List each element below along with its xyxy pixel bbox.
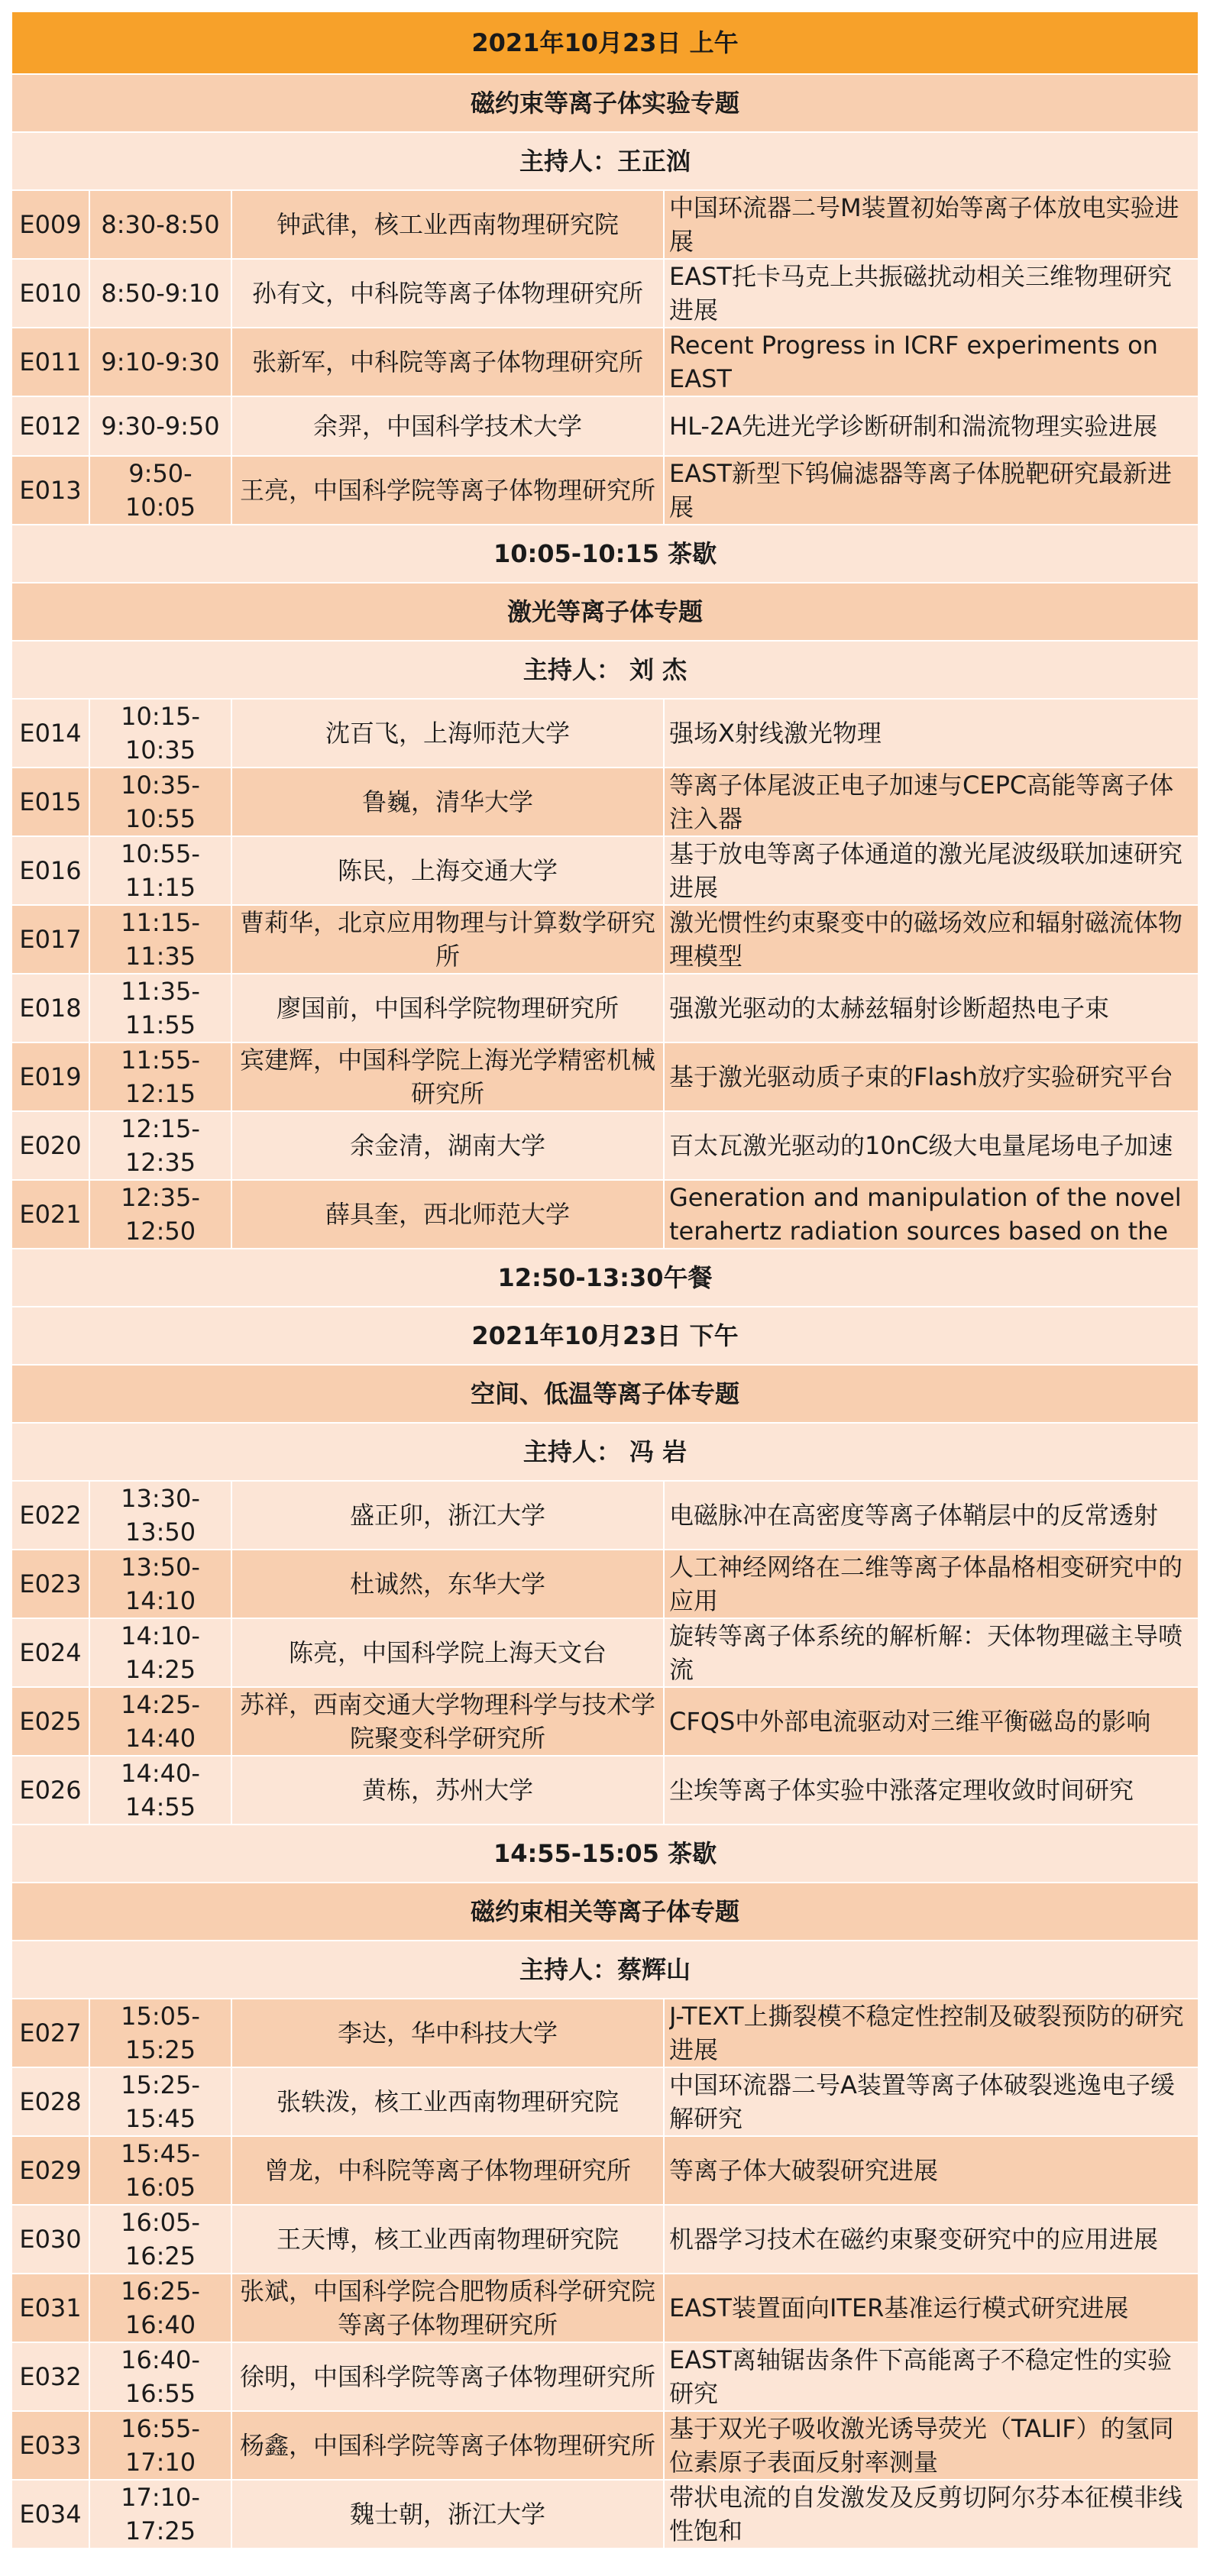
table-row <box>11 2342 1199 2411</box>
talk-time-text: 10:55-11:15 <box>121 839 200 902</box>
talk-title <box>664 768 1199 836</box>
talk-code <box>11 2480 89 2549</box>
table-row <box>11 456 1199 525</box>
day-title: 2021年10月23日 上午 <box>11 11 1199 74</box>
table-row <box>11 1756 1199 1825</box>
talk-time-text: 15:45-16:05 <box>121 2139 200 2202</box>
talk-speaker <box>231 328 664 396</box>
talk-time <box>89 1999 231 2067</box>
talk-code-text: E014 <box>19 719 82 748</box>
talk-code <box>11 768 89 836</box>
talk-time-text: 12:15-12:35 <box>121 1114 200 1177</box>
talk-title <box>664 1042 1199 1111</box>
talk-time-text: 13:50-14:10 <box>121 1553 200 1615</box>
talk-title-text: 基于双光子吸收激光诱导荧光（TALIF）的氢同位素原子表面反射率测量 <box>669 2414 1174 2477</box>
talk-title-text: J-TEXT上撕裂模不稳定性控制及破裂预防的研究进展 <box>669 2002 1184 2064</box>
section-row <box>11 1365 1199 1423</box>
talk-speaker-text: 李达，华中科技大学 <box>337 2018 558 2048</box>
talk-code-text: E028 <box>19 2087 82 2116</box>
day-label: 2021年10月23日 下午 <box>11 1307 1199 1365</box>
host-label: 主持人： 刘 杰 <box>11 641 1199 699</box>
talk-time-text: 14:40-14:55 <box>121 1759 200 1821</box>
talk-title <box>664 190 1199 259</box>
talk-time-text: 12:35-12:50 <box>121 1183 200 1246</box>
talk-title <box>664 2067 1199 2136</box>
talk-code <box>11 2067 89 2136</box>
table-row <box>11 2205 1199 2274</box>
talk-time-text: 16:25-16:40 <box>121 2277 200 2339</box>
talk-time-text: 10:35-10:55 <box>121 771 200 833</box>
section-row <box>11 583 1199 641</box>
talk-title-text: 人工神经网络在二维等离子体晶格相变研究中的应用 <box>669 1553 1183 1615</box>
talk-speaker <box>231 2274 664 2342</box>
talk-code <box>11 836 89 905</box>
talk-time <box>89 2480 231 2549</box>
talk-title <box>664 699 1199 768</box>
talk-title-text: Generation and manipulation of the novel terahertz radiation sources based on the <box>669 1183 1182 1246</box>
talk-time-text: 11:55-12:15 <box>121 1046 200 1108</box>
section-label: 磁约束等离子体实验专题 <box>11 74 1199 132</box>
talk-time <box>89 1042 231 1111</box>
talk-title <box>664 1999 1199 2067</box>
talk-speaker-text: 余羿，中国科学技术大学 <box>312 412 582 441</box>
talk-title-text: Recent Progress in ICRF experiments on EAST <box>669 331 1158 393</box>
talk-time <box>89 836 231 905</box>
talk-title-text: 机器学习技术在磁约束聚变研究中的应用进展 <box>669 2225 1159 2254</box>
table-row <box>11 2274 1199 2342</box>
talk-speaker <box>231 1481 664 1550</box>
talk-speaker <box>231 2411 664 2480</box>
talk-code-text: E020 <box>19 1131 82 1160</box>
table-row <box>11 328 1199 396</box>
talk-speaker-text: 薛具奎，西北师范大学 <box>325 1200 570 1229</box>
talk-speaker-text: 杜诚然，东华大学 <box>349 1569 545 1598</box>
talk-code <box>11 1687 89 1756</box>
talk-title-text: 强激光驱动的太赫兹辐射诊断超热电子束 <box>669 994 1110 1023</box>
break-label: 14:55-15:05 茶歇 <box>11 1825 1199 1883</box>
talk-speaker-text: 孙有文，中科院等离子体物理研究所 <box>251 279 643 308</box>
host-label: 主持人：王正汹 <box>11 132 1199 190</box>
table-row <box>11 2411 1199 2480</box>
talk-code-text: E027 <box>19 2018 82 2048</box>
talk-speaker <box>231 699 664 768</box>
talk-speaker <box>231 2067 664 2136</box>
talk-speaker <box>231 1756 664 1825</box>
talk-code-text: E024 <box>19 1638 82 1667</box>
section-row <box>11 1883 1199 1941</box>
talk-time-text: 11:35-11:55 <box>121 977 200 1039</box>
table-row <box>11 1618 1199 1687</box>
talk-speaker-text: 宾建辉，中国科学院上海光学精密机械研究所 <box>239 1046 655 1108</box>
talk-code-text: E018 <box>19 994 82 1023</box>
talk-code <box>11 2136 89 2205</box>
talk-speaker <box>231 2342 664 2411</box>
section-row <box>11 74 1199 132</box>
talk-time-text: 10:15-10:35 <box>121 702 200 764</box>
table-row <box>11 836 1199 905</box>
talk-speaker-text: 余金清，湖南大学 <box>349 1131 545 1160</box>
talk-speaker-text: 杨鑫，中国科学院等离子体物理研究所 <box>239 2431 655 2460</box>
talk-speaker <box>231 836 664 905</box>
table-row <box>11 1481 1199 1550</box>
day-row <box>11 1307 1199 1365</box>
talk-time-text: 14:25-14:40 <box>121 1690 200 1753</box>
talk-time-text: 17:10-17:25 <box>121 2483 200 2545</box>
talk-time <box>89 699 231 768</box>
talk-speaker <box>231 1180 664 1249</box>
talk-title-text: HL-2A先进光学诊断研制和湍流物理实验进展 <box>669 412 1158 441</box>
talk-time <box>89 396 231 456</box>
talk-time-text: 16:05-16:25 <box>121 2208 200 2271</box>
table-row <box>11 2136 1199 2205</box>
talk-time-text: 14:10-14:25 <box>121 1621 200 1684</box>
talk-speaker-text: 陈亮，中国科学院上海天文台 <box>288 1638 607 1667</box>
talk-title <box>664 2411 1199 2480</box>
break-label: 12:50-13:30午餐 <box>11 1249 1199 1307</box>
break-row <box>11 525 1199 583</box>
talk-code-text: E033 <box>19 2431 82 2460</box>
talk-speaker <box>231 396 664 456</box>
talk-time-text: 15:25-15:45 <box>121 2070 200 2133</box>
talk-title-text: 强场X射线激光物理 <box>669 719 882 748</box>
talk-title-text: 激光惯性约束聚变中的磁场效应和辐射磁流体物理模型 <box>669 908 1183 971</box>
talk-code-text: E034 <box>19 2500 82 2529</box>
talk-code-text: E013 <box>19 476 82 505</box>
talk-title-text: 带状电流的自发激发及反剪切阿尔芬本征模非线性饱和 <box>669 2483 1183 2545</box>
talk-title <box>664 2205 1199 2274</box>
talk-title <box>664 1111 1199 1180</box>
talk-code <box>11 259 89 328</box>
host-row <box>11 641 1199 699</box>
talk-speaker <box>231 1687 664 1756</box>
talk-code <box>11 2205 89 2274</box>
talk-speaker-text: 鲁巍，清华大学 <box>361 787 533 816</box>
table-row <box>11 699 1199 768</box>
table-row <box>11 905 1199 974</box>
host-label: 主持人： 冯 岩 <box>11 1423 1199 1481</box>
talk-code-text: E029 <box>19 2156 82 2185</box>
talk-title <box>664 2274 1199 2342</box>
talk-speaker <box>231 456 664 525</box>
talk-title <box>664 456 1199 525</box>
talk-code-text: E015 <box>19 787 82 816</box>
talk-title <box>664 1481 1199 1550</box>
talk-title <box>664 905 1199 974</box>
talk-title <box>664 1550 1199 1618</box>
host-row <box>11 1423 1199 1481</box>
talk-title-text: 等离子体大破裂研究进展 <box>669 2156 939 2185</box>
table-row <box>11 1687 1199 1756</box>
talk-title <box>664 2136 1199 2205</box>
talk-title-text: 基于放电等离子体通道的激光尾波级联加速研究进展 <box>669 839 1183 902</box>
talk-speaker <box>231 1111 664 1180</box>
talk-time <box>89 2136 231 2205</box>
talk-title <box>664 396 1199 456</box>
talk-time <box>89 456 231 525</box>
talk-time <box>89 190 231 259</box>
host-row <box>11 1941 1199 1999</box>
talk-speaker <box>231 1042 664 1111</box>
talk-title <box>664 1756 1199 1825</box>
talk-time <box>89 2411 231 2480</box>
talk-speaker <box>231 905 664 974</box>
talk-speaker <box>231 1618 664 1687</box>
talk-time <box>89 974 231 1042</box>
table-row <box>11 974 1199 1042</box>
section-label: 激光等离子体专题 <box>11 583 1199 641</box>
talk-code-text: E032 <box>19 2362 82 2391</box>
talk-time <box>89 1756 231 1825</box>
talk-title <box>664 328 1199 396</box>
talk-speaker <box>231 2480 664 2549</box>
talk-code <box>11 1111 89 1180</box>
table-row <box>11 2067 1199 2136</box>
talk-speaker-text: 钟武律，核工业西南物理研究院 <box>276 210 619 239</box>
talk-title-text: 中国环流器二号A装置等离子体破裂逃逸电子缓解研究 <box>669 2070 1175 2133</box>
schedule-table <box>11 11 1199 2549</box>
talk-code <box>11 1180 89 1249</box>
talk-time-text: 13:30-13:50 <box>121 1484 200 1547</box>
talk-speaker <box>231 259 664 328</box>
talk-code <box>11 1481 89 1550</box>
table-row <box>11 1111 1199 1180</box>
talk-code-text: E017 <box>19 925 82 954</box>
talk-code-text: E026 <box>19 1776 82 1805</box>
talk-title <box>664 259 1199 328</box>
talk-code <box>11 1042 89 1111</box>
talk-time-text: 8:50-9:10 <box>101 279 220 308</box>
talk-title <box>664 974 1199 1042</box>
talk-speaker <box>231 1999 664 2067</box>
talk-speaker <box>231 768 664 836</box>
talk-code <box>11 974 89 1042</box>
talk-code-text: E030 <box>19 2225 82 2254</box>
table-row <box>11 190 1199 259</box>
talk-title-text: CFQS中外部电流驱动对三维平衡磁岛的影响 <box>669 1707 1151 1736</box>
talk-time <box>89 2274 231 2342</box>
talk-code <box>11 1618 89 1687</box>
talk-speaker-text: 苏祥，西南交通大学物理科学与技术学院聚变科学研究所 <box>239 1690 655 1753</box>
talk-speaker-text: 曹莉华，北京应用物理与计算数学研究所 <box>239 908 655 971</box>
talk-code-text: E022 <box>19 1501 82 1530</box>
talk-title <box>664 2480 1199 2549</box>
talk-code <box>11 328 89 396</box>
table-row <box>11 1999 1199 2067</box>
talk-code <box>11 1999 89 2067</box>
talk-code <box>11 2274 89 2342</box>
talk-title <box>664 1618 1199 1687</box>
talk-title-text: 旋转等离子体系统的解析解：天体物理磁主导喷流 <box>669 1621 1183 1684</box>
talk-speaker-text: 黄栋，苏州大学 <box>361 1776 533 1805</box>
table-row <box>11 1042 1199 1111</box>
talk-speaker <box>231 1550 664 1618</box>
talk-code-text: E023 <box>19 1569 82 1598</box>
talk-time-text: 9:30-9:50 <box>101 412 220 441</box>
talk-speaker-text: 张新军，中科院等离子体物理研究所 <box>251 347 643 377</box>
talk-code-text: E019 <box>19 1062 82 1091</box>
talk-time-text: 16:55-17:10 <box>121 2414 200 2477</box>
talk-time-text: 16:40-16:55 <box>121 2345 200 2408</box>
talk-speaker <box>231 190 664 259</box>
break-label: 10:05-10:15 茶歇 <box>11 525 1199 583</box>
talk-title <box>664 836 1199 905</box>
talk-speaker-text: 廖国前，中国科学院物理研究所 <box>276 994 619 1023</box>
talk-code-text: E009 <box>19 210 82 239</box>
talk-time <box>89 2205 231 2274</box>
talk-code <box>11 699 89 768</box>
talk-code <box>11 2342 89 2411</box>
talk-speaker-text: 王天博，核工业西南物理研究院 <box>276 2225 619 2254</box>
talk-speaker-text: 张轶泼，核工业西南物理研究院 <box>276 2087 619 2116</box>
talk-code-text: E010 <box>19 279 82 308</box>
table-row <box>11 1550 1199 1618</box>
talk-title-text: 中国环流器二号M装置初始等离子体放电实验进展 <box>669 193 1179 256</box>
host-label: 主持人：蔡辉山 <box>11 1941 1199 1999</box>
talk-speaker-text: 陈民，上海交通大学 <box>337 856 558 885</box>
talk-speaker <box>231 2205 664 2274</box>
talk-time <box>89 2342 231 2411</box>
talk-title-text: EAST离轴锯齿条件下高能离子不稳定性的实验研究 <box>669 2345 1172 2408</box>
schedule-body <box>11 11 1199 2549</box>
talk-code-text: E011 <box>19 347 82 377</box>
talk-code-text: E031 <box>19 2293 82 2322</box>
talk-time <box>89 1481 231 1550</box>
talk-time-text: 9:10-9:30 <box>101 347 220 377</box>
talk-code <box>11 190 89 259</box>
table-row <box>11 259 1199 328</box>
talk-time-text: 15:05-15:25 <box>121 2002 200 2064</box>
talk-code <box>11 2411 89 2480</box>
talk-title-text: 百太瓦激光驱动的10nC级大电量尾场电子加速 <box>669 1131 1173 1160</box>
talk-speaker-text: 沈百飞，上海师范大学 <box>325 719 570 748</box>
talk-title-text: EAST托卡马克上共振磁扰动相关三维物理研究进展 <box>669 262 1172 325</box>
talk-title <box>664 2342 1199 2411</box>
talk-speaker <box>231 974 664 1042</box>
talk-time <box>89 1111 231 1180</box>
host-row <box>11 132 1199 190</box>
talk-title-text: 等离子体尾波正电子加速与CEPC高能等离子体注入器 <box>669 771 1174 833</box>
talk-time <box>89 2067 231 2136</box>
talk-code-text: E016 <box>19 856 82 885</box>
talk-time <box>89 1687 231 1756</box>
talk-title-text: EAST新型下钨偏滤器等离子体脱靶研究最新进展 <box>669 459 1172 522</box>
talk-speaker <box>231 2136 664 2205</box>
break-row <box>11 1249 1199 1307</box>
talk-code-text: E021 <box>19 1200 82 1229</box>
talk-time <box>89 1180 231 1249</box>
talk-title-text: 基于激光驱动质子束的Flash放疗实验研究平台 <box>669 1062 1173 1091</box>
section-label: 磁约束相关等离子体专题 <box>11 1883 1199 1941</box>
break-row <box>11 1825 1199 1883</box>
talk-speaker-text: 曾龙，中科院等离子体物理研究所 <box>264 2156 631 2185</box>
table-row <box>11 2480 1199 2549</box>
talk-code-text: E012 <box>19 412 82 441</box>
table-row <box>11 1180 1199 1249</box>
talk-time-text: 8:30-8:50 <box>101 210 220 239</box>
header-row <box>11 11 1199 74</box>
talk-time <box>89 905 231 974</box>
talk-title-text: EAST装置面向ITER基准运行模式研究进展 <box>669 2293 1129 2322</box>
talk-time-text: 9:50-10:05 <box>125 459 196 522</box>
talk-title <box>664 1687 1199 1756</box>
table-row <box>11 396 1199 456</box>
section-label: 空间、低温等离子体专题 <box>11 1365 1199 1423</box>
talk-title-text: 电磁脉冲在高密度等离子体鞘层中的反常透射 <box>669 1501 1159 1530</box>
talk-speaker-text: 盛正卯，浙江大学 <box>349 1501 545 1530</box>
talk-time <box>89 1618 231 1687</box>
talk-title-text: 尘埃等离子体实验中涨落定理收敛时间研究 <box>669 1776 1134 1805</box>
talk-time <box>89 328 231 396</box>
talk-title <box>664 1180 1199 1249</box>
talk-time <box>89 1550 231 1618</box>
talk-code <box>11 1756 89 1825</box>
talk-speaker-text: 魏士朝，浙江大学 <box>349 2500 545 2529</box>
talk-time-text: 11:15-11:35 <box>121 908 200 971</box>
talk-speaker-text: 张斌，中国科学院合肥物质科学研究院等离子体物理研究所 <box>239 2277 655 2339</box>
talk-code-text: E025 <box>19 1707 82 1736</box>
table-row <box>11 768 1199 836</box>
talk-time <box>89 259 231 328</box>
talk-speaker-text: 徐明，中国科学院等离子体物理研究所 <box>239 2362 655 2391</box>
talk-speaker-text: 王亮，中国科学院等离子体物理研究所 <box>239 476 655 505</box>
talk-code <box>11 396 89 456</box>
talk-code <box>11 905 89 974</box>
talk-time <box>89 768 231 836</box>
talk-code <box>11 1550 89 1618</box>
talk-code <box>11 456 89 525</box>
